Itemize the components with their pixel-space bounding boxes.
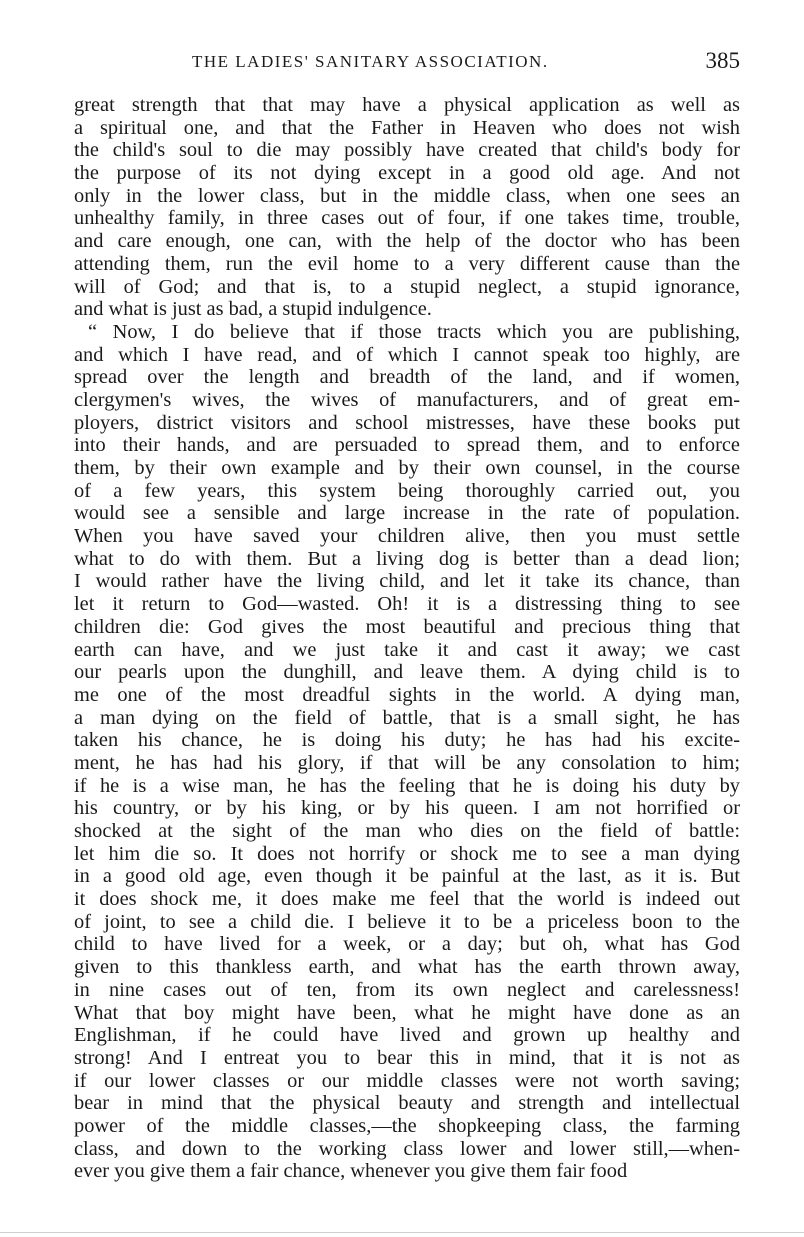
- text-line: our pearls upon the dunghill, and leave them. A dying child is to: [74, 661, 740, 684]
- text-line: let it return to God—wasted. Oh! it is a distressing thing to see: [74, 593, 740, 616]
- text-line: I would rather have the living child, and let it take its chance, than: [74, 570, 740, 593]
- text-line: a man dying on the field of battle, that is a small sight, he has: [74, 706, 740, 729]
- text-line: if our lower classes or our middle classes were not worth saving;: [74, 1069, 740, 1092]
- text-line: them, by their own example and by their own counsel, in the course: [74, 457, 740, 479]
- text-line: spread over the length and breadth of the land, and if women,: [74, 366, 740, 389]
- text-line: strong! And I entreat you to bear this in mind, that it is not as: [74, 1046, 740, 1069]
- text-line: into their hands, and are persuaded to spread them, and to enforce: [74, 434, 740, 457]
- text-line: only in the lower class, but in the middle class, when one sees an: [74, 184, 740, 207]
- text-line: in a good old age, even though it be painful at the last, as it is. But: [74, 865, 740, 888]
- text-line: a spiritual one, and that the Father in Heaven who does not wish: [74, 116, 740, 139]
- text-line: ployers, district visitors and school mistresses, have these books put: [74, 411, 740, 434]
- text-line: it does shock me, it does make me feel that the world is indeed out: [74, 888, 740, 911]
- text-line: taken his chance, he is doing his duty; he has had his excite-: [74, 729, 740, 752]
- text-line: ment, he has had his glory, if that will be any consolation to him;: [74, 751, 740, 774]
- text-line: bear in mind that the physical beauty and strength and intellectual: [74, 1092, 740, 1115]
- text-line: if he is a wise man, he has the feeling that he is doing his duty by: [74, 774, 740, 797]
- text-line: of joint, to see a child die. I believe it to be a priceless boon to the: [74, 910, 740, 933]
- text-line: what to do with them. But a living dog is better than a dead lion;: [74, 547, 740, 570]
- text-line: power of the middle classes,—the shopkeeping class, the farming: [74, 1114, 740, 1137]
- text-line: children die: God gives the most beautiful and precious thing that: [74, 615, 740, 638]
- text-line: will of God; and that is, to a stupid neglect, a stupid ignorance,: [74, 275, 740, 298]
- text-line: clergymen's wives, the wives of manufacturers, and of great em-: [74, 388, 740, 411]
- text-line: and what is just as bad, a stupid indulgence.: [74, 298, 432, 321]
- text-line: child to have lived for a week, or a day; but oh, what has God: [74, 933, 740, 956]
- text-line: unhealthy family, in three cases out of four, if one takes time, trouble,: [74, 207, 740, 230]
- text-line: in nine cases out of ten, from its own neglect and carelessness!: [74, 978, 740, 1001]
- text-line: great strength that that may have a physical application as well as: [74, 94, 740, 116]
- text-line: Englishman, if he could have lived and grown up healthy and: [74, 1024, 740, 1047]
- text-line: class, and down to the working class lower and lower still,—when-: [74, 1137, 740, 1160]
- text-line: What that boy might have been, what he might have done as an: [74, 1001, 740, 1024]
- page-bottom-edge: [0, 1232, 804, 1233]
- text-line: attending them, run the evil home to a very different cause than the: [74, 252, 740, 275]
- text-line: and care enough, one can, with the help of the doctor who has been: [74, 230, 740, 253]
- text-line: his country, or by his king, or by his queen. I am not horrified or: [74, 797, 740, 820]
- running-head: [74, 48, 740, 78]
- page-number: 385: [705, 48, 740, 73]
- text-line: the purpose of its not dying except in a good old age. And not: [74, 162, 740, 185]
- text-line: earth can have, and we just take it and cast it away; we cast: [74, 638, 740, 661]
- text-line: of a few years, this system being thoroughly carried out, you: [74, 479, 740, 502]
- body-text: [74, 94, 740, 1183]
- text-line: shocked at the sight of the man who dies on the field of battle:: [74, 820, 740, 842]
- text-line: “ Now, I do believe that if those tracts which you are publishing,: [88, 320, 740, 343]
- text-line: the child's soul to die may possibly have created that child's body for: [74, 139, 740, 162]
- text-line: ever you give them a fair chance, whenever you give them fair food: [74, 1160, 628, 1183]
- text-line: would see a sensible and large increase in the rate of population.: [74, 502, 740, 525]
- text-line: and which I have read, and of which I cannot speak too highly, are: [74, 343, 740, 366]
- text-line: When you have saved your children alive, then you must settle: [74, 525, 740, 548]
- text-line: let him die so. It does not horrify or shock me to see a man dying: [74, 842, 740, 865]
- text-line: me one of the most dreadful sights in the world. A dying man,: [74, 683, 740, 706]
- text-line: given to this thankless earth, and what has the earth thrown away,: [74, 956, 740, 979]
- running-title: THE LADIES' SANITARY ASSOCIATION.: [192, 52, 549, 71]
